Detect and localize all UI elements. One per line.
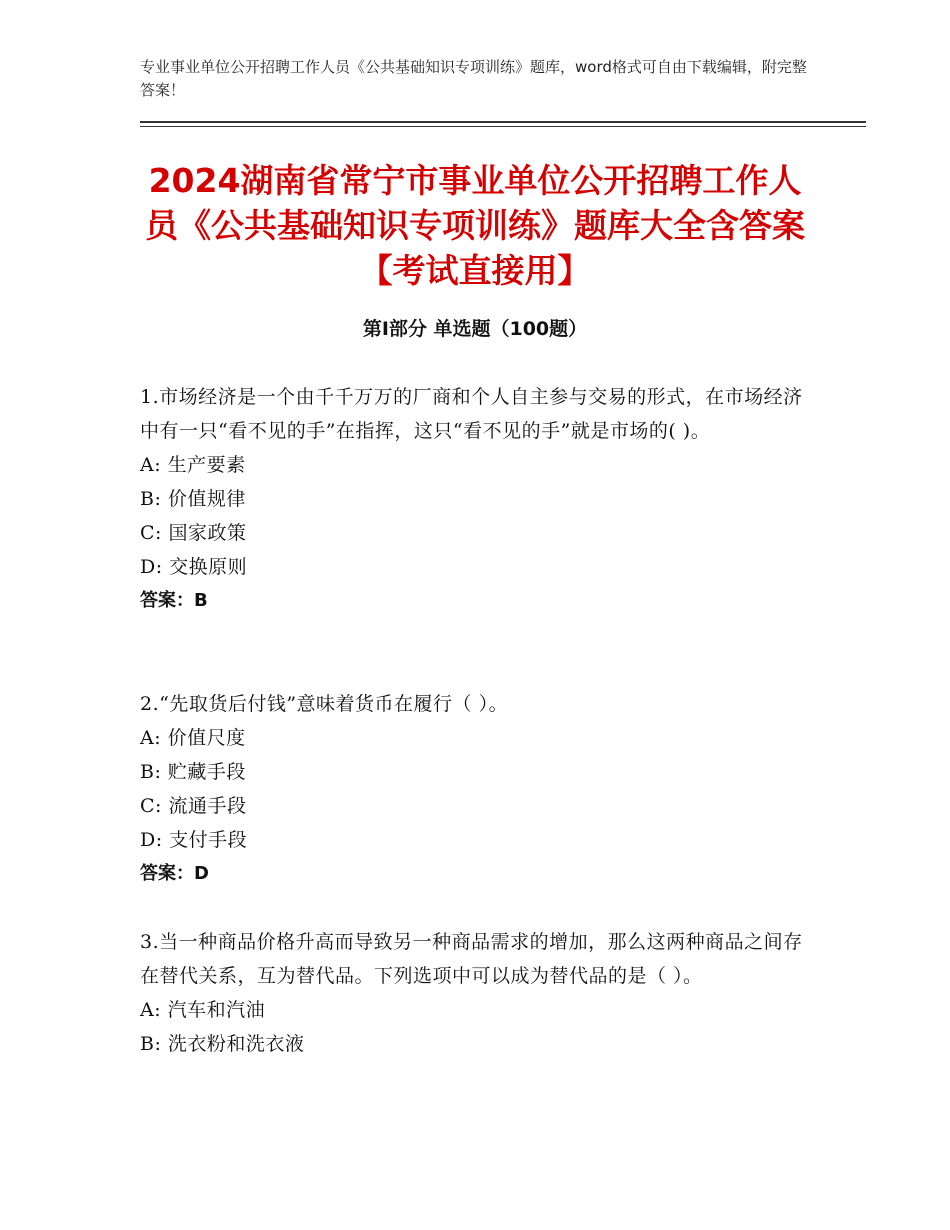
- option-b: B: 洗衣粉和洗衣液: [140, 1033, 305, 1055]
- option-a: A: 价值尺度: [140, 727, 246, 749]
- option-b: B: 贮藏手段: [140, 761, 246, 783]
- document-title: 2024湖南省常宁市事业单位公开招聘工作人员《公共基础知识专项训练》题库大全含答案【考试直接用】: [145, 161, 805, 290]
- option-a: A: 汽车和汽油: [140, 999, 266, 1021]
- section-title: 第Ⅰ部分 单选题（100题）: [362, 318, 588, 340]
- option-a: A: 生产要素: [140, 454, 246, 476]
- option-d: D: 支付手段: [140, 829, 248, 851]
- question-stem: 1.市场经济是一个由千千万万的厂商和个人自主参与交易的形式，在市场经济中有一只“看不见的手”在指挥，这只“看不见的手”就是市场的( )。: [140, 386, 803, 442]
- header-divider-thin: [140, 126, 866, 127]
- option-c: C: 流通手段: [140, 795, 247, 817]
- question-stem: 3.当一种商品价格升高而导致另一种商品需求的增加，那么这两种商品之间存在替代关系，互为替代品。下列选项中可以成为替代品的是（ ）。: [140, 931, 803, 987]
- question-1: [140, 380, 810, 618]
- question-3: [140, 925, 810, 1061]
- answer: 答案：D: [140, 863, 209, 884]
- question-stem: 2.“先取货后付钱”意味着货币在履行（ ）。: [140, 693, 509, 715]
- header-divider-thick: [140, 121, 866, 123]
- option-d: D: 交换原则: [140, 556, 248, 578]
- option-c: C: 国家政策: [140, 522, 247, 544]
- question-2: [140, 687, 810, 891]
- header-note: 专业事业单位公开招聘工作人员《公共基础知识专项训练》题库，word格式可自由下载编辑，附完整答案！: [140, 58, 807, 99]
- answer: 答案：B: [140, 590, 208, 611]
- option-b: B: 价值规律: [140, 488, 246, 510]
